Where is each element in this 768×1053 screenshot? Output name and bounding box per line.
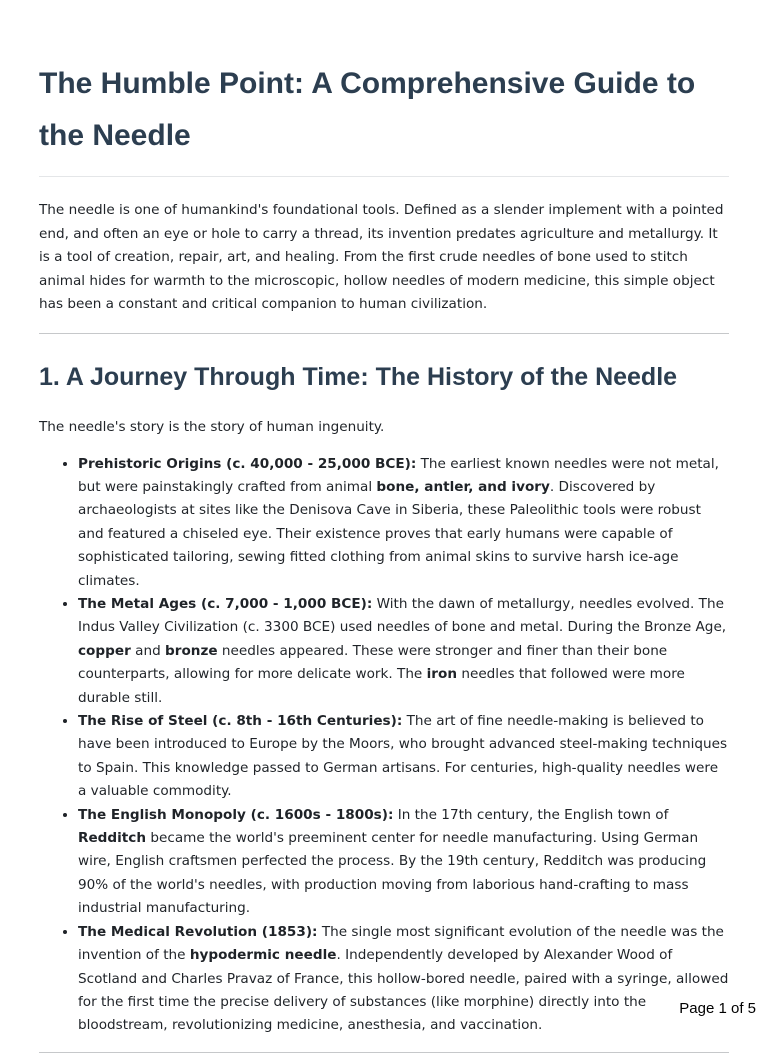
section-lead: The needle's story is the story of human ingenuity. xyxy=(39,418,385,435)
item-label: The Rise of Steel (c. 8th - 16th Centuries): xyxy=(78,713,403,730)
list-item-english-monopoly: • The English Monopoly (c. 1600s - 1800s): In the 17th century, the English town of Redditch became the world's preeminent center for needle manufacturing. Using German wire, English craftsmen perfected the process. By the 19th century, Redditch was producing 90% of the world's needles, with production moving from laborious hand-crafting to mass industrial manufacturing. xyxy=(78,804,729,921)
item-label: The English Monopoly (c. 1600s - 1800s): xyxy=(78,806,394,823)
item-label: The Metal Ages (c. 7,000 - 1,000 BCE): xyxy=(78,596,373,612)
history-list xyxy=(39,453,729,1038)
divider xyxy=(39,333,729,334)
intro-paragraph: The needle is one of humankind's foundational tools. Defined as a slender implement with a pointed end, and often an eye or hole to carry a thread, its invention predates agriculture and metallurgy. It is a tool of creation, repair, art, and healing. From the first crude needles of bone used to stitch animal hides for warmth to the microscopic, hollow needles of modern medicine, this simple object has been a constant and critical companion to human civilization. xyxy=(39,202,724,313)
section-heading: 1. A Journey Through Time: The History of the Needle xyxy=(39,362,678,391)
item-label: Prehistoric Origins (c. 40,000 - 25,000 BCE): xyxy=(78,455,417,472)
list-item-prehistoric: • Prehistoric Origins (c. 40,000 - 25,000 BCE): The earliest known needles were not metal, but were painstakingly crafted from animal bone, antler, and ivory. Discovered by archaeologists at sites like the Denisova Cave in Siberia, these Paleolithic tools were robust and featured a chiseled eye. Their existence proves that early humans were capable of sophisticated tailoring, sewing fitted clothing from animal skins to survive harsh ice-age climates. xyxy=(78,453,729,593)
page-title: The Humble Point: A Comprehensive Guide to the Needle xyxy=(39,58,729,177)
item-label: The Medical Revolution (1853): xyxy=(78,923,318,940)
list-item-metal-ages: • The Metal Ages (c. 7,000 - 1,000 BCE): With the dawn of metallurgy, needles evolved. The Indus Valley Civilization (c. 3300 BCE) used needles of bone and metal. During the Bronze Age, copper and bronze needles appeared. These were stronger and finer than their bone counterparts, allowing for more delicate work. The iron needles that followed were more durable still. xyxy=(78,593,729,710)
document-page xyxy=(39,0,729,1053)
page-indicator: Page 1 of 5 xyxy=(679,1000,756,1017)
list-item-medical-revolution: • The Medical Revolution (1853): The single most significant evolution of the needle was the invention of the hypodermic needle. Independently developed by Alexander Wood of Scotland and Charles Pravaz of France, this hollow-bored needle, paired with a syringe, allowed for the first time the precise delivery of substances (like morphine) directly into the bloodstream, revolutionizing medicine, anesthesia, and vaccination. xyxy=(78,921,729,1038)
list-item-steel: • The Rise of Steel (c. 8th - 16th Centuries): The art of fine needle-making is believed to have been introduced to Europe by the Moors, who brought advanced steel-making techniques to Spain. This knowledge passed to German artisans. For centuries, high-quality needles were a valuable commodity. xyxy=(78,710,729,804)
